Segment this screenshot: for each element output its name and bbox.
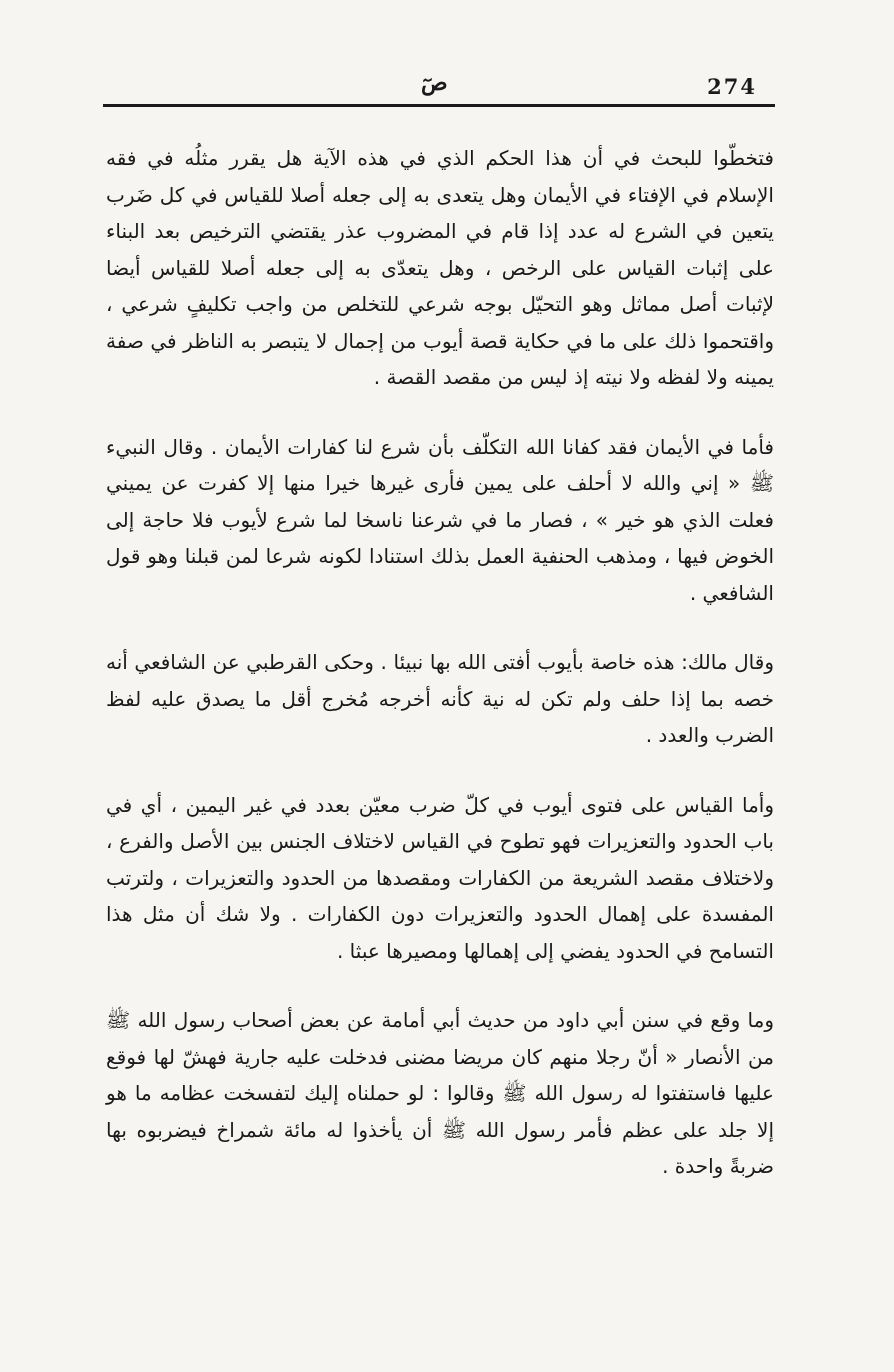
paragraph-1 <box>106 140 774 396</box>
paragraph-text: فتخطّوا للبحث في أن هذا الحكم الذي في هذه الآية هل يقرر مثلُه في فقه الإسلام في الإفتاء في الأيمان وهل يتعدى به إلى جعله أصلا للقياس في كل ضَرب يتعين في الشرع له عدد إذا قام في المضروب عذر يقتضي الترخيص بعد البناء على إثبات القياس على الرخص ، وهل يتعدّى به إلى جعله أصلا للقياس أيضا لإثبات أصل مماثل وهو التحيّل بوجه شرعي للتخلص من واجب تكليفٍ شرعي ، واقتحموا ذلك على ما في حكاية قصة أيوب من إجمال لا يتبصر به الناظر في صفة يمينه ولا لفظه ولا نيته إذ ليس من مقصد القصة . <box>106 146 774 389</box>
paragraph-text: وأما القياس على فتوى أيوب في كلّ ضرب معيّن بعدد في غير اليمين ، أي في باب الحدود والتعزيرات فهو تطوح في القياس لاختلاف الجنس بين الأصل والفرع ، ولاختلاف مقصد الشريعة من الكفارات ومقصدها من الحدود والتعزيرات ، ولترتب المفسدة على إهمال الحدود والتعزيرات دون الكفارات . ولا شك أن مثل هذا التسامح في الحدود يفضي إلى إهمالها ومصيرها عبثا . <box>106 792 774 963</box>
page-header <box>103 70 775 104</box>
running-title: صٓ <box>421 70 448 96</box>
paragraph-4 <box>106 787 774 970</box>
header-rule <box>103 104 775 107</box>
paragraph-2 <box>106 429 774 612</box>
paragraph-text: وقال مالك: هذه خاصة بأيوب أفتى الله بها نبيئا . وحكى القرطبي عن الشافعي أنه خصه بما إذا حلف ولم تكن له نية كأنه أخرجه مُخرج أقل ما يصدق عليه لفظ الضرب والعدد . <box>106 650 774 747</box>
paragraph-text: وما وقع في سنن أبي داود من حديث أبي أمامة عن بعض أصحاب رسول الله ﷺ من الأنصار « أنّ رجلا منهم كان مريضا مضنى فدخلت عليه جارية فهشّ لها فوقع عليها فاستفتوا له رسول الله ﷺ وقالوا : لو حملناه إليك لتفسخت عظامه ما هو إلا جلد على عظم فأمر رسول الله ﷺ أن يأخذوا له مائة شمراخ فيضربوه بها ضربةً واحدة . <box>106 1008 774 1178</box>
page-number: 274 <box>707 74 757 99</box>
paragraph-text: فأما في الأيمان فقد كفانا الله التكلّف بأن شرع لنا كفارات الأيمان . وقال النبيء ﷺ « إني والله لا أحلف على يمين فأرى غيرها خيرا منها إلا كفرت عن يميني فعلت الذي هو خير » ، فصار ما في شرعنا ناسخا لما شرع لأيوب فلا حاجة إلى الخوض فيها ، ومذهب الحنفية العمل بذلك استنادا لكونه شرعا لمن قبلنا وهو قول الشافعي . <box>106 434 774 605</box>
paragraph-5 <box>106 1002 774 1185</box>
paragraph-3 <box>106 644 774 754</box>
body-text <box>106 140 774 1218</box>
